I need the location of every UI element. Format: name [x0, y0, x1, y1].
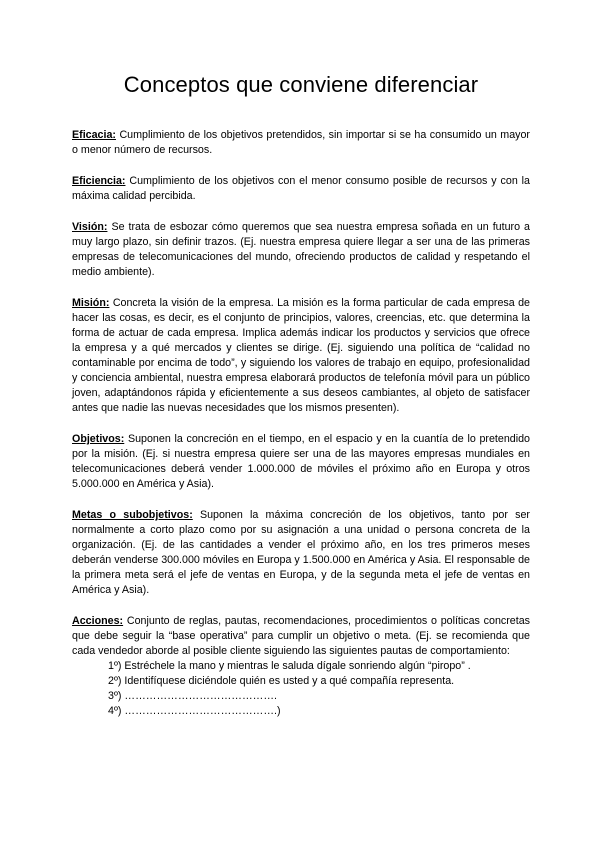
term-vision: Visión: — [72, 221, 108, 233]
term-eficacia: Eficacia: — [72, 129, 116, 141]
paragraph-eficiencia — [72, 174, 530, 204]
definition-acciones: Conjunto de reglas, pautas, recomendaciones, procedimientos o políticas concretas que debe seguir la “base operativa” para cumplir un objetivo o meta. (Ej. se recomienda que cada vendedor aborde al posible cliente siguiendo las siguientes pautas de comportamiento: — [72, 615, 530, 657]
list-item: 3º) ……………………………………. — [108, 690, 277, 702]
paragraph-metas — [72, 508, 530, 598]
term-objetivos: Objetivos: — [72, 433, 125, 445]
list-item: 1º) Estréchele la mano y mientras le saluda dígale sonriendo algún “piropo” . — [108, 660, 471, 672]
term-mision: Misión: — [72, 297, 110, 309]
definition-objetivos: Suponen la concreción en el tiempo, en el espacio y en la cuantía de lo pretendido por la misión. (Ej. si nuestra empresa quiere ser una de las mayores empresas mundiales en telecomunicaciones deberá vender 1.000.000 de móviles el próximo año en Europa y otros 5.000.000 en América y Asia). — [72, 433, 530, 490]
term-acciones: Acciones: — [72, 615, 124, 627]
definition-mision: Concreta la visión de la empresa. La misión es la forma particular de cada empresa de hacer las cosas, es decir, es el conjunto de principios, valores, creencias, etc. que determina la forma de actuar de cada empresa. Implica además indicar los productos y servicios que ofrece la empresa y a qué mercados y clientes se dirige. (Ej. siguiendo una política de “calidad no contaminable por encima de todo”, y siguiendo los valores de trabajo en equipo, profesionalidad y conciencia ambiental, nuestra empresa elaborará productos de telefonía móvil para un público joven, adaptándonos rápida y eficientemente a sus deseos cambiantes, al objeto de satisfacer antes que nadie las nuevas necesidades que los mismos presenten). — [72, 297, 530, 414]
list-item: 4º) …………………………………….) — [108, 705, 281, 717]
term-eficiencia: Eficiencia: — [72, 175, 126, 187]
paragraph-mision — [72, 296, 530, 416]
paragraph-eficacia — [72, 128, 530, 158]
term-metas: Metas o subobjetivos: — [72, 509, 193, 521]
list-item: 2º) Identifíquese diciéndole quién es usted y a qué compañía representa. — [108, 675, 455, 687]
paragraph-objetivos — [72, 432, 530, 492]
paragraph-acciones — [72, 614, 530, 659]
steps-list — [72, 659, 530, 719]
definition-eficiencia: Cumplimiento de los objetivos con el menor consumo posible de recursos y con la máxima calidad percibida. — [72, 175, 530, 202]
definition-metas: Suponen la máxima concreción de los objetivos, tanto por ser normalmente a corto plazo como por su asignación a una unidad o persona concreta de la organización. (Ej. de las cantidades a vender el próximo año, en los tres primeros meses deberán venderse 300.000 móviles en Europa y 1.500.000 en América y Asia. El responsable de la primera meta será el jefe de ventas en Europa, y de la segunda meta el jefe de ventas en América y Asia). — [72, 509, 530, 596]
document-body — [72, 128, 530, 719]
definition-eficacia: Cumplimiento de los objetivos pretendidos, sin importar si se ha consumido un mayor o menor número de recursos. — [72, 129, 530, 156]
page-title: Conceptos que conviene diferenciar — [123, 72, 479, 97]
definition-vision: Se trata de esbozar cómo queremos que sea nuestra empresa soñada en un futuro a muy largo plazo, sin definir trazos. (Ej. nuestra empresa quiere llegar a ser una de las primeras empresas de telecomunicaciones del mundo, ofreciendo productos de calidad y respetando el medio ambiente). — [72, 221, 530, 278]
paragraph-vision — [72, 220, 530, 280]
